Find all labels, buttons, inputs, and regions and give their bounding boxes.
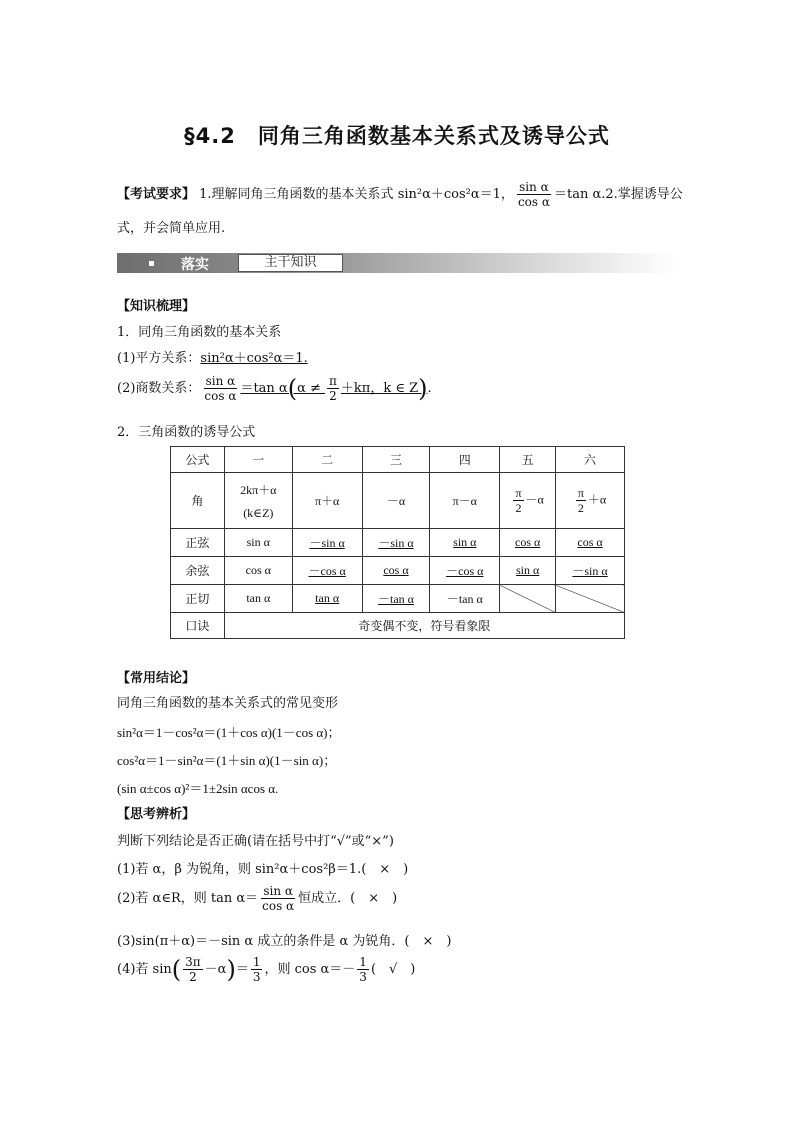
row-label: 正切 <box>171 585 225 613</box>
cos-cell: －cos α <box>430 557 500 585</box>
question-4: (4)若 sin( $\frac{3\pi}{2}$ －α)＝ $\frac{1}{3}$ ，则 cos α＝－ $\frac{1}{3}$ ( √ ) <box>117 955 416 984</box>
table-row <box>171 585 625 613</box>
empty-diagonal-cell <box>500 585 556 613</box>
conclusion-formula-1: sin²α＝1－cos²α＝(1＋cos α)(1－cos α)； <box>117 725 341 740</box>
angle-cell: －α <box>362 473 430 529</box>
table-header: 一 <box>224 447 292 473</box>
angle-cell: π＋α <box>292 473 362 529</box>
row-label: 正弦 <box>171 529 225 557</box>
conclusion-formula-2: cos²α＝1－sin²α＝(1＋sin α)(1－sin α)； <box>117 753 337 768</box>
thinking-heading: 【思考辨析】 <box>117 807 196 822</box>
table-row <box>171 447 625 473</box>
conclusion-heading: 【常用结论】 <box>117 671 196 686</box>
exam-fraction: $\frac{\text{sin α}}{\text{cos α}}$ <box>517 180 550 209</box>
table-header: 三 <box>362 447 430 473</box>
banner-bullet-icon <box>149 261 154 266</box>
induction-formula-table <box>170 446 625 639</box>
square-formula: sin²α＋cos²α＝1. <box>200 351 308 366</box>
cos-cell: cos α <box>224 557 292 585</box>
exam-tag: 【考试要求】 <box>117 187 196 202</box>
cos-cell: －cos α <box>292 557 362 585</box>
empty-diagonal-cell <box>556 585 625 613</box>
exam-text-3: 式，并会简单应用. <box>117 221 226 236</box>
knowledge-heading: 【知识梳理】 <box>117 299 196 314</box>
thinking-intro: 判断下列结论是否正确(请在括号中打“√”或“×”) <box>117 834 394 849</box>
conclusion-intro: 同角三角函数的基本关系式的常见变形 <box>117 696 339 711</box>
table-header: 六 <box>556 447 625 473</box>
sin-cell: cos α <box>556 529 625 557</box>
tan-cell: －tan α <box>362 585 430 613</box>
page-title: §4.2 同角三角函数基本关系式及诱导公式 <box>184 124 610 148</box>
question-2: (2)若 α∈R，则 tan α＝ $\frac{\text{sin α}}{\text{cos α}}$ 恒成立．( × ) <box>117 884 398 913</box>
quotient-relation: (2)商数关系： $\frac{\text{sin α}}{\text{cos α}}$ ＝tan α(α ≠ $\frac{\pi}{2}$ ＋kπ，k ∈ Z). <box>117 374 432 403</box>
tan-cell: －tan α <box>430 585 500 613</box>
question-1: (1)若 α，β 为锐角，则 sin²α＋cos²β＝1.( × ) <box>117 862 409 877</box>
cos-cell: －sin α <box>556 557 625 585</box>
row-label: 余弦 <box>171 557 225 585</box>
row-label: 口诀 <box>171 613 225 639</box>
exam-requirement <box>117 180 683 209</box>
sin-cell: －sin α <box>362 529 430 557</box>
quotient-formula: $\frac{\text{sin α}}{\text{cos α}}$ ＝tan α(α ≠ $\frac{\pi}{2}$ ＋kπ，k ∈ Z) <box>204 374 428 403</box>
sin-cell: cos α <box>500 529 556 557</box>
table-header: 四 <box>430 447 500 473</box>
mnemonic: 奇变偶不变，符号看象限 <box>224 613 624 639</box>
table-header: 五 <box>500 447 556 473</box>
conclusion-formula-3: (sin α±cos α)²＝1±2sin αcos α. <box>117 781 279 796</box>
section-banner <box>117 253 677 273</box>
table-row <box>171 557 625 585</box>
cos-cell: cos α <box>362 557 430 585</box>
tan-cell: tan α <box>292 585 362 613</box>
question-3: (3)sin(π＋α)＝－sin α 成立的条件是 α 为锐角．( × ) <box>117 934 452 949</box>
knowledge-item-1: 1．同角三角函数的基本关系 <box>117 325 282 340</box>
angle-cell: $\frac{\pi}{2}$ －α <box>500 473 556 529</box>
exam-text-1: 1.理解同角三角函数的基本关系式 sin²α＋cos²α＝1， <box>199 187 514 202</box>
angle-cell: π－α <box>430 473 500 529</box>
exam-text-2: ＝tan α.2.掌握诱导公 <box>553 187 683 202</box>
knowledge-item-2: 2．三角函数的诱导公式 <box>117 425 256 440</box>
banner-label-luoshi: 落实 <box>181 257 209 273</box>
sin-cell: －sin α <box>292 529 362 557</box>
cos-cell: sin α <box>500 557 556 585</box>
table-header: 二 <box>292 447 362 473</box>
table-row <box>171 529 625 557</box>
table-row <box>171 473 625 529</box>
angle-cell: 2kπ＋α (k∈Z) <box>224 473 292 529</box>
square-relation: (1)平方关系：sin²α＋cos²α＝1. <box>117 351 308 366</box>
banner-label-zhugan: 主干知识 <box>238 254 343 272</box>
table-header: 公式 <box>171 447 225 473</box>
table-row <box>171 613 625 639</box>
sin-cell: sin α <box>224 529 292 557</box>
sin-cell: sin α <box>430 529 500 557</box>
tan-cell: tan α <box>224 585 292 613</box>
angle-cell: $\frac{\pi}{2}$ ＋α <box>556 473 625 529</box>
row-label: 角 <box>171 473 225 529</box>
